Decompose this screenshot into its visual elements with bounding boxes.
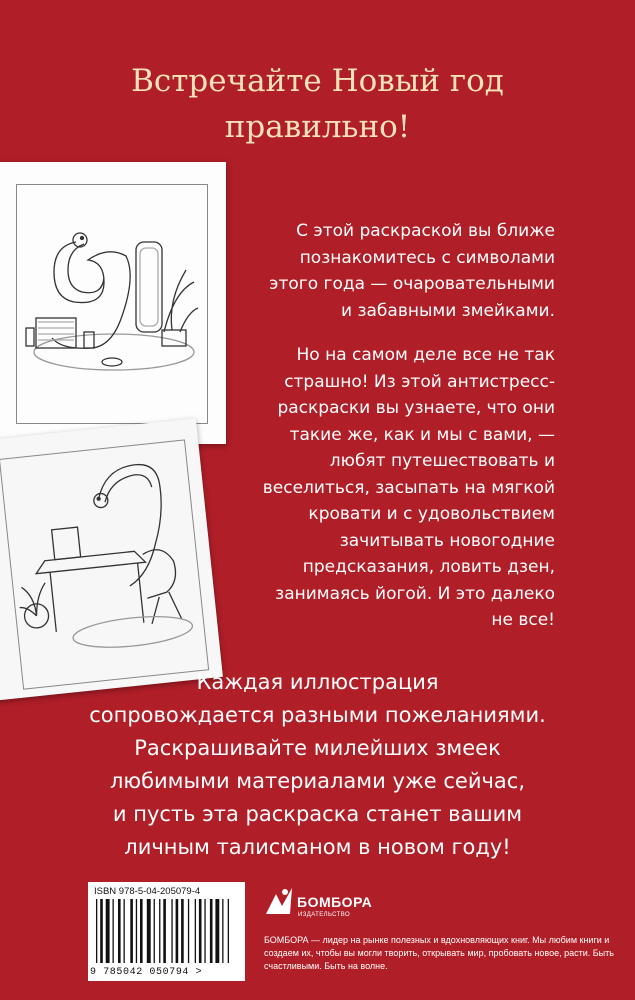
outro-line-5: и пусть эта раскраска станет вашим (112, 802, 523, 826)
barcode-bar (124, 899, 125, 963)
headline-line-1: Встречайте Новый год (131, 63, 504, 99)
barcode-bars (96, 899, 238, 965)
barcode-bar (113, 899, 114, 963)
barcode-bar (204, 899, 205, 963)
isbn-label: ISBN 978-5-04-205079-4 (94, 886, 201, 897)
barcode-bar (96, 899, 97, 963)
barcode-bar (159, 899, 160, 963)
barcode-bar (154, 899, 155, 963)
intro-text (255, 218, 555, 652)
barcode-bar (195, 899, 196, 963)
outro-line-3: Раскрашивайте милейших змеек (134, 736, 501, 760)
publisher-name: БОМБОРА (297, 894, 373, 910)
barcode-bar (136, 899, 137, 963)
barcode-bar (171, 899, 172, 963)
barcode-bar (228, 899, 229, 963)
coloring-page-snake-mirror (0, 162, 226, 444)
publisher-description: БОМБОРА — лидер на рынке полезных и вдохновляющих книг. Мы любим книги и создаем их, чтобы вы могли творить, открывать мир, пробовать новое, расти. Быть счастливыми. Быть на волне. (264, 935, 614, 971)
snake-mirror-illustration (24, 222, 204, 392)
barcode-digits: 9 785042 050794 > (90, 967, 203, 978)
snake-desk-illustration (5, 450, 205, 668)
barcode-bar (130, 899, 133, 963)
headline (0, 58, 635, 150)
barcode-bar (106, 899, 110, 963)
outro-text (60, 666, 575, 864)
barcode-bar (140, 899, 143, 963)
headline-line-2: правильно! (224, 109, 411, 145)
barcode-bar (210, 899, 213, 963)
publisher-subtitle: ИЗДАТЕЛЬСТВО (298, 912, 351, 918)
barcode-bar (181, 899, 184, 963)
intro-paragraph-2: Но на самом деле все не так страшно! Из этой антистресс-раскраски вы узнаете, что они такие же, как и мы с вами, — любят путешествовать и веселиться, засыпать на мягкой кровати и с удовольствием зачитывать новогодние предсказания, ловить дзен, занимаясь йогой. И это далеко не все! (262, 345, 555, 630)
barcode-bar (215, 899, 219, 963)
intro-paragraph-1: С этой раскраской вы ближе познакомитесь с символами этого года — очаровательными и забавными змейками. (269, 221, 555, 321)
barcode-bar (188, 899, 189, 963)
barcode-bar (147, 899, 151, 963)
barcode-bar (199, 899, 202, 963)
barcode-bar (163, 899, 166, 963)
outro-line-2: сопровождается разными пожеланиями. (89, 703, 546, 727)
coloring-page-snake-desk (0, 418, 223, 702)
barcode-bar (100, 899, 103, 963)
bombora-logo-icon (264, 884, 294, 918)
barcode-block (88, 882, 245, 981)
outro-line-1: Каждая иллюстрация (196, 670, 439, 694)
barcode-bar (118, 899, 121, 963)
outro-line-6: личным талисманом в новом году! (124, 835, 511, 859)
outro-line-4: любимыми материалами уже сейчас, (109, 769, 525, 793)
barcode-bar (176, 899, 179, 963)
barcode-bar (222, 899, 223, 963)
